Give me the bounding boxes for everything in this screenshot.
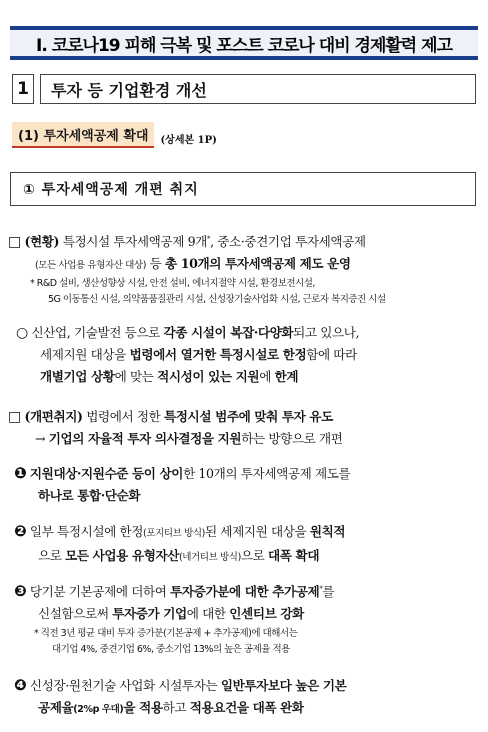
arrow-icon: →: [35, 431, 49, 446]
paragraph-status: [8, 228, 480, 277]
item-4-bold-1: 일반투자보다 높은 기본: [220, 678, 347, 693]
item-2-text-3: 으로: [38, 548, 66, 563]
item-3-bold-2: 투자증가 기업: [112, 606, 187, 622]
purpose-text-1: 법령에서 정한: [82, 409, 165, 424]
status-footnote-mark: *: [206, 235, 211, 243]
item-1: [14, 462, 480, 507]
section-header: [12, 74, 476, 104]
status-bold-text: 총 10개의 투자세액공제 제도 운영: [165, 256, 351, 272]
footnote-incentive-line-2: 대기업 4%, 중견기업 6%, 중소기업 13%의 높은 공제율 적용: [52, 644, 290, 655]
item-3-footnote-mark: *: [319, 585, 323, 593]
footnote-incentive-line-1: * 직전 3년 평균 대비 투자 증가분(기본공제 + 추가공제)에 대해서는: [34, 628, 298, 639]
footnote-facilities: [30, 276, 480, 308]
problem-bold-1: 각종 시설이 복잡·다양화: [163, 325, 294, 340]
document-title-bar: [10, 26, 478, 60]
number-4-icon: ❹: [14, 676, 27, 694]
item-3-text-2: 를: [322, 584, 335, 600]
footnote-line-2: 5G 이동통신 시설, 의약품품질관리 시설, 신성장기술사업화 시설, 근로자 복지증진 시설: [48, 294, 386, 305]
problem-text-6: 에: [259, 369, 275, 384]
status-label: (현황): [24, 234, 60, 250]
subsection-title: (1) 투자세액공제 확대: [12, 122, 154, 148]
item-4-small-1: (2%p 우대): [73, 704, 124, 715]
paragraph-purpose: [8, 406, 480, 450]
problem-bold-4: 적시성이 있는 지원: [157, 369, 260, 384]
item-2-small-2: (네거티브 방식): [179, 552, 241, 563]
item-4-text-2: 하고: [162, 700, 190, 715]
item-3-text-3: 신설함으로써: [38, 606, 113, 622]
item-2: [14, 520, 480, 569]
circle-marker: ○: [16, 325, 28, 341]
problem-bold-3: 개별기업 상황: [40, 369, 115, 384]
status-text-1: 특정시설 투자세액공제 9개: [62, 234, 207, 250]
purpose-label: (개편취지): [24, 409, 83, 424]
subsection-reference: (상세본 1P): [160, 135, 217, 146]
document-title: Ⅰ. 코로나19 피해 극복 및 포스트 코로나 대비 경제활력 제고: [36, 35, 452, 56]
item-1-bold-1: 지원대상·지원수준 등이 상이: [29, 466, 184, 481]
status-text-3: 등: [146, 256, 166, 272]
number-2-icon: ❷: [14, 522, 27, 540]
status-text-2: , 중소·중견기업 투자세액공제: [210, 234, 366, 250]
purpose-bold-2: 기업의 자율적 투자 의사결정을 지원: [48, 431, 242, 446]
subsection-header: [12, 122, 217, 148]
footnote-line-1: * R&D 설비, 생산성향상 시설, 안전 설비, 에너지절약 시설, 환경보전시설,: [30, 278, 315, 289]
item-2-text-2: 된 세제지원 대상을: [204, 524, 310, 539]
section-number: 1: [12, 74, 34, 104]
item-1-bold-2: 하나로 통합·단순화: [38, 488, 141, 503]
section-title: 투자 등 기업환경 개선: [40, 74, 476, 104]
item-2-bold-3: 대폭 확대: [268, 548, 320, 563]
problem-bold-2: 법령에서 열거한 특정시설로 한정: [129, 347, 307, 362]
checkbox-marker: □: [8, 409, 21, 425]
problem-text-1: 신산업, 기술발전 등으로: [31, 325, 164, 340]
paragraph-problem: [16, 322, 480, 388]
item-2-text-1: 일부 특정시설에 한정: [29, 524, 144, 539]
problem-text-2: 되고 있으나,: [293, 325, 360, 340]
status-small-text: (모든 사업용 유형자산 대상): [35, 260, 147, 272]
number-1-icon: ❶: [14, 464, 27, 482]
problem-text-4: 함에 따라: [306, 347, 357, 362]
item-3-text-4: 에 대한: [186, 606, 230, 622]
item-3-bold-3: 인센티브 강화: [229, 606, 304, 622]
problem-text-5: 에 맞는: [114, 369, 158, 384]
item-2-bold-1: 원칙적: [309, 524, 346, 539]
item-2-small-1: (포지티브 방식): [143, 528, 205, 539]
purpose-bold-1: 특정시설 범주에 맞춰 투자 유도: [164, 409, 333, 424]
checkbox-marker: □: [8, 234, 21, 251]
problem-bold-5: 한계: [274, 369, 299, 384]
item-4-text-1: 신성장·원천기술 사업화 시설투자는: [29, 678, 221, 693]
item-4-bold-2: 공제율: [38, 700, 74, 715]
purpose-text-2: 하는 방향으로 개편: [241, 431, 343, 446]
problem-text-3: 세제지원 대상을: [40, 347, 130, 362]
item-3-text-1: 당기분 기본공제에 더하여: [29, 584, 171, 600]
item-4: [14, 674, 480, 721]
number-3-icon: ❸: [14, 582, 27, 601]
item-3: [14, 578, 480, 625]
footnote-incentive: [34, 626, 480, 658]
box-heading: ① 투자세액공제 개편 취지: [10, 172, 476, 206]
item-3-bold-1: 투자증가분에 대한 추가공제: [170, 584, 320, 600]
item-4-bold-3: 을 적용: [123, 700, 163, 715]
item-2-text-4: 으로: [240, 548, 269, 563]
item-4-bold-4: 적용요건을 대폭 완화: [189, 700, 304, 715]
item-1-text-1: 한 10개의 투자세액공제 제도를: [183, 466, 351, 481]
item-2-bold-2: 모든 사업용 유형자산: [65, 548, 179, 563]
